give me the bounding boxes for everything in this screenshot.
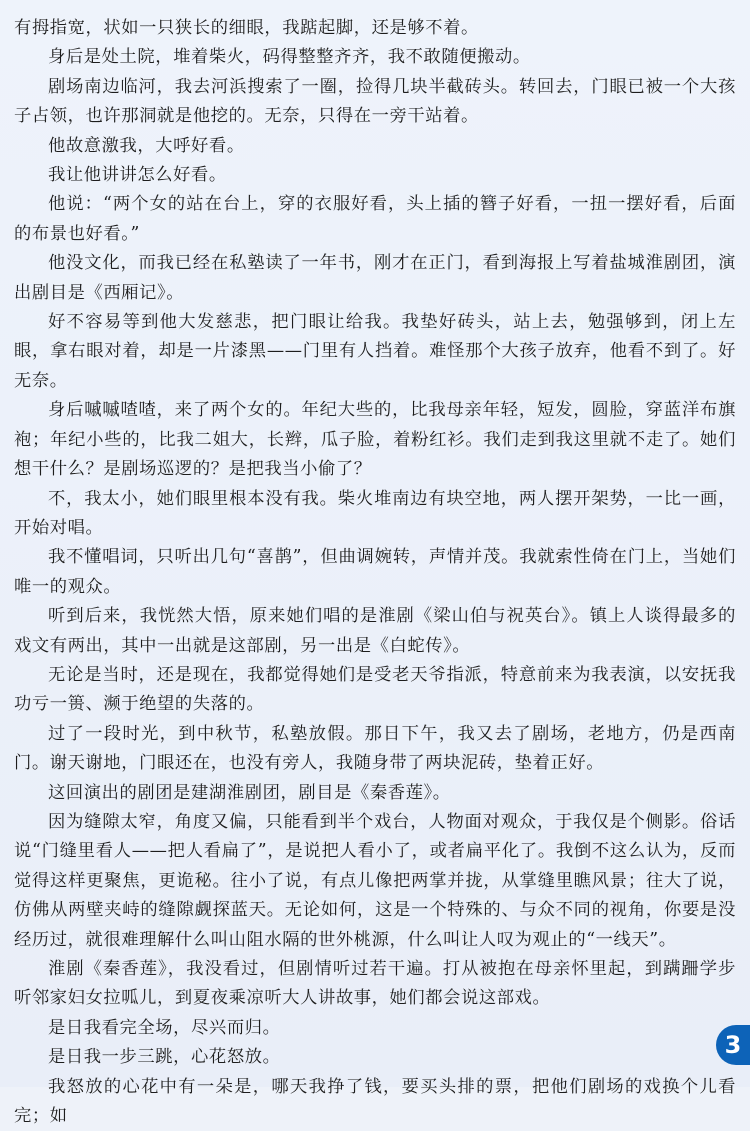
paragraph: 听到后来，我恍然大悟，原来她们唱的是淮剧《梁山伯与祝英台》。镇上人谈得最多的戏文有两出，其中一出就是这部剧，另一出是《白蛇传》。	[14, 606, 736, 656]
paragraph: 好不容易等到他大发慈悲，把门眼让给我。我垫好砖头，站上去，勉强够到，闭上左眼，拿右眼对着，却是一片漆黑——门里有人挡着。难怪那个大孩子放弃，他看不到了。好无奈。	[14, 312, 736, 391]
paragraph: 身后是处土院，堆着柴火，码得整整齐齐，我不敢随便搬动。	[48, 47, 531, 68]
paragraph: 他没文化，而我已经在私塾读了一年书，刚才在正门，看到海报上写着盐城淮剧团，演出剧目是《西厢记》。	[14, 253, 736, 303]
paragraph: 有拇指宽，状如一只狭长的细眼，我踮起脚，还是够不着。	[14, 18, 479, 38]
paragraph: 身后嘁嘁喳喳，来了两个女的。年纪大些的，比我母亲年轻，短发，圆脸，穿蓝洋布旗袍；年纪小些的，比我二姐大，长辫，瓜子脸，着粉红衫。我们走到我这里就不走了。她们想干什么？是剧场巡逻的？是把我当小偷了？	[14, 400, 736, 480]
paragraph: 他故意激我，大呼好看。	[48, 135, 245, 156]
paragraph: 这回演出的剧团是建湖淮剧团，剧目是《秦香莲》。	[48, 782, 451, 803]
paragraph: 过了一段时光，到中秋节，私塾放假。那日下午，我又去了剧场，老地方，仍是西南门。谢天谢地，门眼还在，也没有旁人，我随身带了两块泥砖，垫着正好。	[14, 723, 736, 774]
paragraph: 我怒放的心花中有一朵是，哪天我挣了钱，要买头排的票，把他们剧场的戏换个儿看完；如	[14, 1076, 736, 1127]
paragraph: 剧场南边临河，我去河浜搜索了一圈，捡得几块半截砖头。转回去，门眼已被一个大孩子占领，也许那洞就是他挖的。无奈，只得在一旁干站着。	[14, 76, 736, 127]
page-number-tab: 3	[716, 1025, 750, 1065]
paragraph: 他说：“两个女的站在台上，穿的衣服好看，头上插的簪子好看，一扭一摆好看，后面的布景也好看。”	[14, 194, 736, 244]
paragraph: 不，我太小，她们眼里根本没有我。柴火堆南边有块空地，两人摆开架势，一比一画，开始对唱。	[14, 488, 736, 538]
paragraph: 是日我一步三跳，心花怒放。	[48, 1047, 281, 1068]
paragraph: 我不懂唱词，只听出几句“喜鹊”，但曲调婉转，声情并茂。我就索性倚在门上，当她们唯一的观众。	[14, 547, 736, 597]
paragraph: 淮剧《秦香莲》，我没看过，但剧情听过若干遍。打从被抱在母亲怀里起，到蹒跚学步听邻家妇女拉呱儿，到夏夜乘凉听大人讲故事，她们都会说这部戏。	[14, 959, 736, 1009]
paragraph: 因为缝隙太窄，角度又偏，只能看到半个戏台，人物面对观众，于我仅是个侧影。俗话说“门缝里看人——把人看扁了”，是说把人看小了，或者扁平化了。我倒不这么认为，反而觉得这样更聚焦，更诡秘。往小了说，有点儿像把两掌并拢，从掌缝里瞧风景；往大了说，仿佛从两壁夹峙的缝隙觑探蓝天。无论如何，这是一个特殊的、与众不同的视角，你要是没经历过，就很难理解什么叫山阻水隔的世外桃源，什么叫让人叹为观止的“一线天”。	[14, 811, 736, 950]
paragraph: 是日我看完全场，尽兴而归。	[48, 1017, 281, 1038]
paragraph: 无论是当时，还是现在，我都觉得她们是受老天爷指派，特意前来为我表演，以安抚我功亏一篑、濒于绝望的失落的。	[14, 664, 736, 715]
article-body	[14, 14, 736, 1131]
paragraph: 我让他讲讲怎么好看。	[48, 165, 227, 186]
